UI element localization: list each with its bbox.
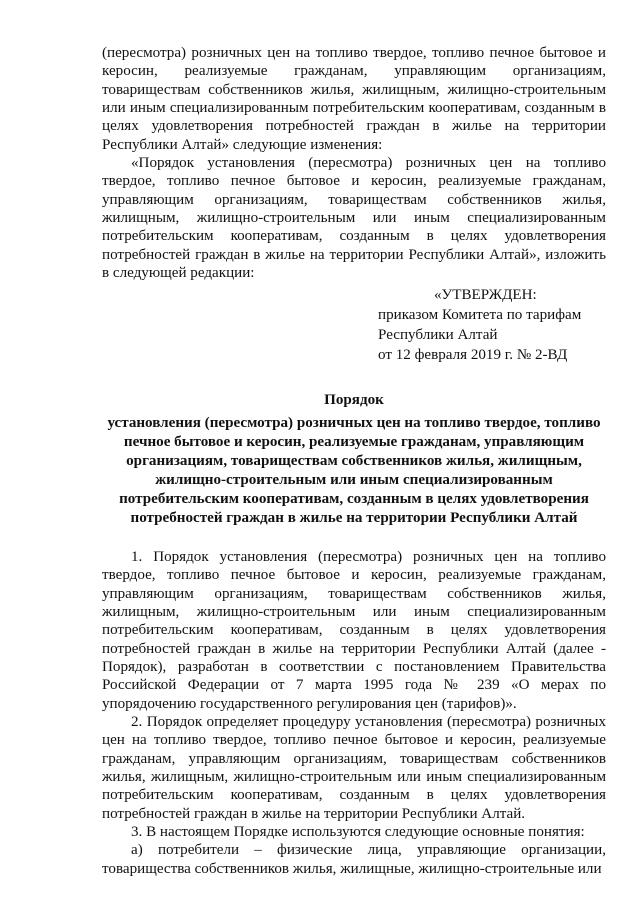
approval-line-order: приказом Комитета по тарифам: [378, 307, 582, 324]
intro-paragraph-continuation: (пересмотра) розничных цен на топливо твердое, топливо печное бытовое и керосин, реализуемые гражданам, управляющим организациям, товариществам собственников жилья, жилищным, жилищно-строительным или иным специализированным потребительским кооперативам, созданным в целях удовлетворения потребностей граждан в жилье на территории Республики Алтай» следующие изменения:: [102, 45, 606, 153]
intro-paragraph-quoted-title: «Порядок установления (пересмотра) розничных цен на топливо твердое, топливо печное бытовое и керосин, реализуемые гражданам, управляющим организациям, товариществам собственников жилья, жилищным, жилищно-строительным или иным специализированным потребительским кооперативам, созданным в целях удовлетворения потребностей граждан в жилье на территории Республики Алтай», изложить в следующей редакции:: [102, 155, 606, 282]
approval-line-republic: Республики Алтай: [378, 327, 498, 344]
paragraph-item-1: 1. Порядок установления (пересмотра) розничных цен на топливо твердое, топливо печное бытовое и керосин, реализуемые гражданам, управляющим организациям, товариществам собственников жилья, жилищным, жилищно-строительным или иным специализированным потребительским кооперативам, созданным в целях удовлетворения потребностей граждан в жилье на территории Республики Алтай (далее - Порядок), разработан в соответствии с постановлением Правительства Российской Федерации от 7 марта 1995 года № 239 «О мерах по упорядочению государственного регулирования цен (тарифов)».: [102, 548, 606, 712]
approval-line-date: от 12 февраля 2019 г. № 2-ВД: [378, 347, 568, 364]
approval-heading: «УТВЕРЖДЕН:: [434, 287, 537, 304]
document-subtitle: установления (пересмотра) розничных цен на топливо твердое, топливо печное бытовое и керосин, реализуемые гражданам, управляющим организациям, товариществам собственников жилья, жилищным, жилищно-строительным или иным специализированным потребительским кооперативам, созданным в целях удовлетворения потребностей граждан в жилье на территории Республики Алтай: [107, 415, 601, 526]
paragraph-item-2: 2. Порядок определяет процедуру установления (пересмотра) розничных цен на топливо твердое, топливо печное бытовое и керосин, реализуемые гражданам, управляющим организациям, товариществам собственников жилья, жилищным, жилищно-строительным или иным специализированным потребительским кооперативам, созданным в целях удовлетворения потребностей граждан в жилье на территории Республики Алтай.: [102, 713, 606, 822]
paragraph-item-3: 3. В настоящем Порядке используются следующие основные понятия:: [131, 823, 585, 840]
document-title: Порядок: [324, 392, 384, 409]
approval-block: [378, 285, 606, 365]
paragraph-item-3a: а) потребители – физические лица, управляющие организации, товарищества собственников жилья, жилищные, жилищно-строительные или: [102, 842, 606, 877]
